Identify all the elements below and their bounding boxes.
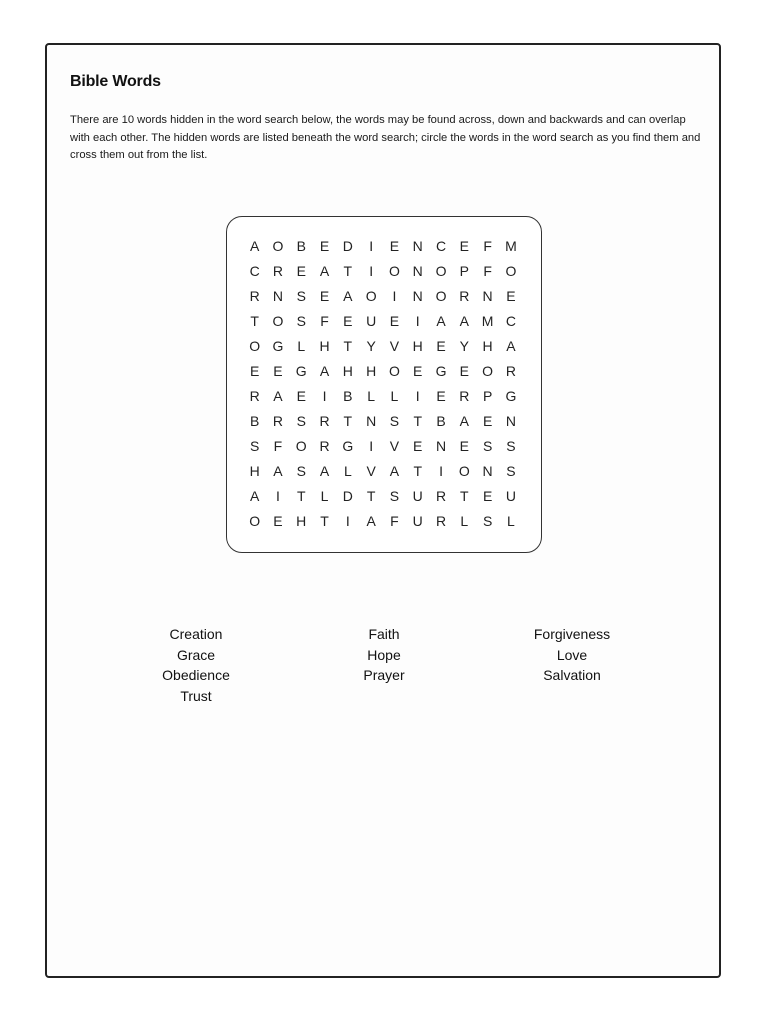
grid-letter[interactable]: R: [459, 288, 470, 304]
grid-letter[interactable]: V: [389, 438, 400, 454]
grid-letter[interactable]: O: [249, 513, 261, 529]
grid-letter[interactable]: N: [412, 288, 423, 304]
grid-letter[interactable]: E: [436, 388, 446, 404]
grid-letter[interactable]: L: [343, 463, 352, 479]
grid-letter[interactable]: D: [342, 488, 353, 504]
grid-letter[interactable]: S: [389, 413, 400, 429]
grid-letter[interactable]: E: [273, 513, 283, 529]
grid-letter[interactable]: T: [413, 463, 422, 479]
grid-letter[interactable]: H: [342, 363, 353, 379]
grid-letter[interactable]: S: [296, 313, 306, 329]
grid-letter[interactable]: E: [436, 338, 446, 354]
grid-letter[interactable]: B: [249, 413, 260, 429]
grid-letter[interactable]: E: [273, 363, 283, 379]
grid-letter[interactable]: E: [506, 288, 516, 304]
grid-letter[interactable]: E: [319, 288, 330, 304]
grid-letter[interactable]: H: [319, 338, 330, 354]
grid-letter[interactable]: C: [505, 313, 516, 329]
grid-letter[interactable]: I: [415, 313, 420, 329]
instructions-text: There are 10 words hidden in the word search below, the words may be found across, down and backwards and can overlap with each other. The hidden words are listed beneath the word search; circle the words in the word search as you find them and cross them out from the list.: [70, 114, 701, 161]
grid-letter[interactable]: G: [295, 363, 307, 379]
word-list-item: Hope: [367, 646, 401, 663]
grid-letter[interactable]: D: [342, 238, 353, 254]
grid-letter[interactable]: F: [273, 438, 283, 454]
word-list-item: Love: [556, 646, 588, 663]
grid-letter[interactable]: U: [366, 313, 377, 329]
grid-letter[interactable]: F: [483, 263, 492, 279]
grid-letter[interactable]: T: [366, 488, 376, 504]
grid-letter[interactable]: T: [250, 313, 259, 329]
grid-letter[interactable]: A: [459, 413, 469, 429]
grid-letter[interactable]: N: [505, 413, 516, 429]
grid-letter[interactable]: R: [272, 413, 283, 429]
grid-letter[interactable]: E: [296, 263, 306, 279]
grid-letter[interactable]: I: [415, 388, 420, 404]
grid-letter[interactable]: U: [412, 513, 423, 529]
grid-letter[interactable]: S: [506, 463, 516, 479]
grid-letter[interactable]: E: [482, 488, 493, 504]
grid-letter[interactable]: I: [345, 513, 350, 529]
grid-letter[interactable]: O: [388, 363, 400, 379]
grid-letter[interactable]: H: [249, 463, 260, 479]
grid-letter[interactable]: L: [390, 388, 399, 404]
grid-letter[interactable]: F: [483, 238, 492, 254]
grid-letter[interactable]: A: [319, 363, 330, 379]
grid-letter[interactable]: H: [366, 363, 377, 379]
grid-letter[interactable]: I: [392, 288, 397, 304]
grid-letter[interactable]: Y: [459, 338, 469, 354]
grid-letter[interactable]: A: [249, 488, 260, 504]
grid-letter[interactable]: I: [439, 463, 443, 479]
grid-letter[interactable]: G: [435, 363, 447, 379]
grid-letter[interactable]: U: [505, 488, 516, 504]
grid-letter[interactable]: H: [482, 338, 493, 354]
grid-letter[interactable]: O: [482, 363, 494, 379]
grid-letter[interactable]: A: [249, 238, 260, 254]
grid-letter[interactable]: H: [296, 513, 307, 529]
grid-letter[interactable]: N: [366, 413, 377, 429]
worksheet-title: Bible Words: [70, 73, 161, 90]
grid-letter[interactable]: E: [249, 363, 260, 379]
grid-letter[interactable]: L: [297, 338, 306, 354]
grid-letter[interactable]: A: [506, 338, 516, 354]
grid-letter[interactable]: O: [388, 263, 400, 279]
grid-letter[interactable]: O: [249, 338, 261, 354]
grid-letter[interactable]: G: [272, 338, 284, 354]
grid-letter[interactable]: S: [296, 463, 306, 479]
word-list-item: Forgiveness: [533, 626, 611, 642]
grid-letter[interactable]: U: [412, 488, 423, 504]
grid-letter[interactable]: R: [319, 413, 330, 429]
grid-letter[interactable]: E: [459, 438, 469, 454]
grid-letter[interactable]: E: [459, 238, 469, 254]
grid-letter[interactable]: V: [389, 338, 400, 354]
grid-letter[interactable]: B: [296, 238, 306, 254]
grid-letter[interactable]: M: [505, 238, 517, 254]
grid-letter[interactable]: I: [369, 238, 374, 254]
grid-letter[interactable]: A: [366, 513, 376, 529]
grid-letter[interactable]: Y: [366, 338, 376, 354]
grid-letter[interactable]: O: [505, 263, 517, 279]
grid-letter[interactable]: E: [343, 313, 353, 329]
grid-letter[interactable]: E: [413, 363, 423, 379]
grid-letter[interactable]: R: [435, 513, 447, 529]
grid-letter[interactable]: E: [482, 413, 493, 429]
grid-letter[interactable]: O: [295, 438, 307, 454]
grid-letter[interactable]: A: [319, 463, 330, 479]
grid-letter[interactable]: I: [276, 488, 280, 504]
grid-letter[interactable]: N: [412, 263, 423, 279]
grid-letter[interactable]: A: [459, 313, 469, 329]
word-list-item: Creation: [169, 626, 223, 642]
grid-letter[interactable]: I: [322, 388, 327, 404]
grid-letter[interactable]: T: [320, 513, 329, 529]
grid-letter[interactable]: F: [320, 313, 329, 329]
grid-letter[interactable]: R: [435, 488, 447, 504]
grid-letter[interactable]: A: [319, 263, 330, 279]
grid-letter[interactable]: I: [369, 438, 374, 454]
grid-letter[interactable]: S: [482, 513, 493, 529]
grid-letter[interactable]: M: [481, 313, 494, 329]
word-search-grid: [243, 234, 523, 534]
grid-letter[interactable]: A: [389, 463, 400, 479]
word-list: [102, 624, 666, 706]
grid-letter[interactable]: R: [459, 388, 470, 404]
grid-letter[interactable]: E: [319, 238, 330, 254]
grid-letter[interactable]: O: [435, 288, 447, 304]
grid-letter[interactable]: O: [458, 463, 470, 479]
grid-letter[interactable]: T: [343, 263, 353, 279]
grid-letter[interactable]: C: [249, 263, 260, 279]
grid-letter[interactable]: H: [412, 338, 423, 354]
grid-letter[interactable]: S: [296, 288, 306, 304]
grid-letter[interactable]: O: [365, 288, 377, 304]
grid-letter[interactable]: V: [366, 463, 376, 479]
grid-letter[interactable]: P: [482, 388, 493, 404]
word-list-item: Prayer: [363, 667, 405, 684]
grid-letter[interactable]: T: [460, 488, 469, 504]
grid-letter[interactable]: B: [436, 413, 446, 429]
word-list-item: Salvation: [543, 667, 601, 684]
grid-letter[interactable]: E: [389, 313, 400, 329]
grid-letter[interactable]: B: [343, 388, 353, 404]
grid-letter[interactable]: G: [342, 438, 354, 454]
word-list-item: Obedience: [162, 667, 230, 684]
grid-letter[interactable]: E: [459, 363, 469, 379]
grid-letter[interactable]: S: [296, 413, 306, 429]
grid-letter[interactable]: L: [320, 488, 329, 504]
grid-letter[interactable]: L: [460, 513, 469, 529]
grid-letter[interactable]: E: [413, 438, 423, 454]
grid-letter[interactable]: S: [389, 488, 400, 504]
grid-letter[interactable]: O: [272, 238, 284, 254]
grid-letter[interactable]: N: [482, 463, 493, 479]
grid-letter[interactable]: T: [343, 338, 353, 354]
grid-letter[interactable]: I: [369, 263, 374, 279]
grid-letter[interactable]: R: [249, 388, 260, 404]
grid-letter[interactable]: A: [343, 288, 353, 304]
grid-letter[interactable]: C: [435, 238, 447, 254]
grid-letter[interactable]: L: [367, 388, 376, 404]
grid-letter[interactable]: N: [482, 288, 493, 304]
grid-letter[interactable]: O: [435, 263, 447, 279]
grid-letter[interactable]: T: [296, 488, 306, 504]
grid-letter[interactable]: O: [272, 313, 284, 329]
grid-letter[interactable]: N: [412, 238, 423, 254]
grid-letter[interactable]: N: [272, 288, 283, 304]
grid-letter[interactable]: E: [389, 238, 400, 254]
grid-letter[interactable]: A: [436, 313, 446, 329]
grid-letter[interactable]: E: [296, 388, 306, 404]
grid-letter[interactable]: R: [505, 363, 516, 379]
grid-letter[interactable]: R: [249, 288, 260, 304]
grid-letter[interactable]: S: [249, 438, 260, 454]
grid-letter[interactable]: S: [506, 438, 516, 454]
grid-letter[interactable]: R: [272, 263, 283, 279]
word-list-item: Trust: [180, 687, 212, 704]
grid-letter[interactable]: A: [273, 388, 283, 404]
grid-letter[interactable]: F: [390, 513, 399, 529]
grid-letter[interactable]: R: [319, 438, 330, 454]
grid-letter[interactable]: P: [459, 263, 469, 279]
word-list-item: Grace: [176, 646, 216, 663]
grid-letter[interactable]: L: [507, 513, 515, 529]
grid-letter[interactable]: T: [343, 413, 353, 429]
grid-letter[interactable]: A: [273, 463, 283, 479]
grid-letter[interactable]: N: [435, 438, 447, 454]
grid-letter[interactable]: G: [505, 388, 517, 404]
grid-letter[interactable]: T: [413, 413, 422, 429]
word-list-item: Faith: [368, 626, 400, 642]
grid-letter[interactable]: S: [482, 438, 493, 454]
